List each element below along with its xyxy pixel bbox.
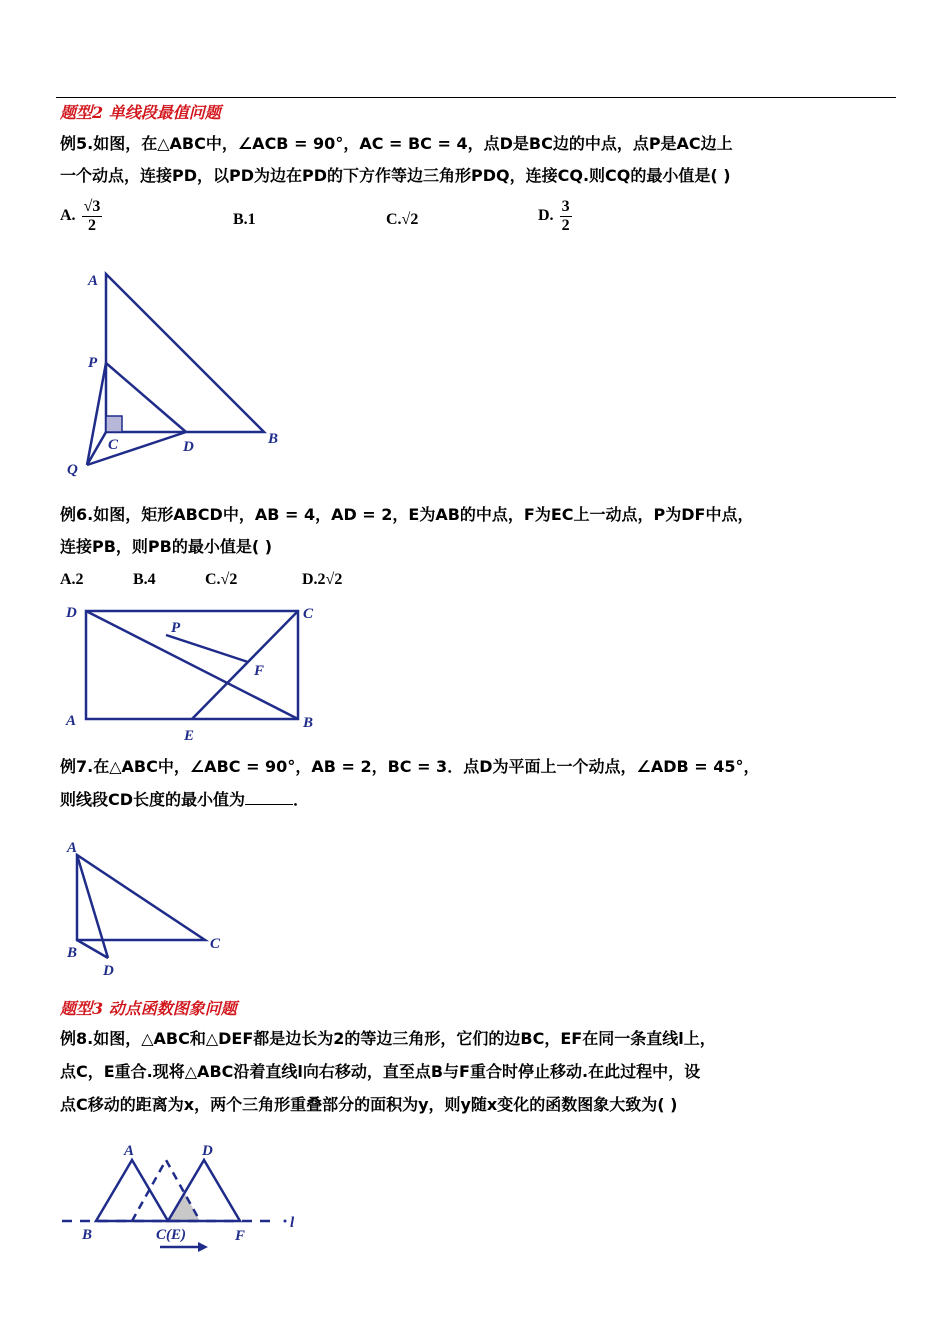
option-d-prefix: D. <box>538 206 554 224</box>
arrow-right-icon <box>198 1242 208 1252</box>
option-c: C.√2 <box>205 571 238 588</box>
example-7-text: 则线段CD长度的最小值为 <box>60 790 246 809</box>
label-p: P <box>88 355 98 371</box>
label-q: Q <box>67 462 78 478</box>
overlap-shaded-region <box>168 1192 200 1221</box>
option-a: A.2 <box>60 571 84 588</box>
label-c: C <box>303 606 314 622</box>
example-7-end: ． <box>293 790 310 809</box>
example-8-line-1: 例8.如图，△ABC和△DEF都是边长为2的等边三角形，它们的边BC，EF在同一条直线l上， <box>60 1029 716 1048</box>
label-a: A <box>67 840 78 856</box>
example-8-line-2: 点C，E重合.现将△ABC沿着直线l向右移动，直至点B与F重合时停止移动.在此过程中，设 <box>60 1062 701 1081</box>
label-c: C <box>210 936 221 952</box>
option-a-prefix: A. <box>60 206 76 224</box>
option-b: B.4 <box>133 571 156 588</box>
option-b: B.1 <box>233 211 256 228</box>
label-ce: C(E) <box>156 1227 186 1243</box>
label-a: A <box>66 713 77 729</box>
option-d-denominator: 2 <box>561 216 570 234</box>
example-8-line-3: 点C移动的距离为x，两个三角形重叠部分的面积为y，则y随x变化的函数图象大致为( ) <box>60 1095 678 1114</box>
option-d: D.2√2 <box>302 571 343 588</box>
label-b: B <box>82 1227 93 1243</box>
label-b: B <box>303 715 314 731</box>
label-c: C <box>108 437 119 453</box>
label-e: E <box>184 728 195 744</box>
example-5-line-2: 一个动点，连接PD，以PD为边在PD的下方作等边三角形PDQ，连接CQ.则CQ的最小值是( ) <box>60 166 731 185</box>
section-heading: 题型2 单线段最值问题 <box>60 103 221 122</box>
line-end-dot <box>284 1220 287 1223</box>
label-d: D <box>103 963 114 979</box>
label-d: D <box>66 605 77 621</box>
label-a: A <box>88 273 99 289</box>
option-d-numerator: 3 <box>561 198 570 215</box>
option-a-denominator: 2 <box>87 216 96 234</box>
example-6-line-2: 连接PB，则PB的最小值是( ) <box>60 537 273 556</box>
label-f: F <box>254 663 265 679</box>
label-d: D <box>202 1143 213 1159</box>
label-b: B <box>67 945 78 961</box>
example-7-line-1: 例7.在△ABC中，∠ABC = 90°，AB = 2，BC = 3．点D为平面上一个动点，∠ADB = 45°， <box>60 757 760 776</box>
triangle-abc <box>96 1160 168 1221</box>
label-l: l <box>290 1215 295 1231</box>
label-b: B <box>268 431 279 447</box>
label-p: P <box>171 620 181 636</box>
label-d: D <box>183 439 194 455</box>
option-c: C.√2 <box>386 211 419 228</box>
label-a: A <box>124 1143 135 1159</box>
example-5-line-1: 例5.如图，在△ABC中，∠ACB = 90°，AC = BC = 4，点D是BC边的中点，点P是AC边上 <box>60 134 733 153</box>
label-f: F <box>235 1228 246 1244</box>
option-a-numerator: √3 <box>83 198 101 215</box>
section-heading: 题型3 动点函数图象问题 <box>60 999 237 1018</box>
example-6-line-1: 例6.如图，矩形ABCD中，AB = 4，AD = 2，E为AB的中点，F为EC上一动点，P为DF中点， <box>60 505 754 524</box>
